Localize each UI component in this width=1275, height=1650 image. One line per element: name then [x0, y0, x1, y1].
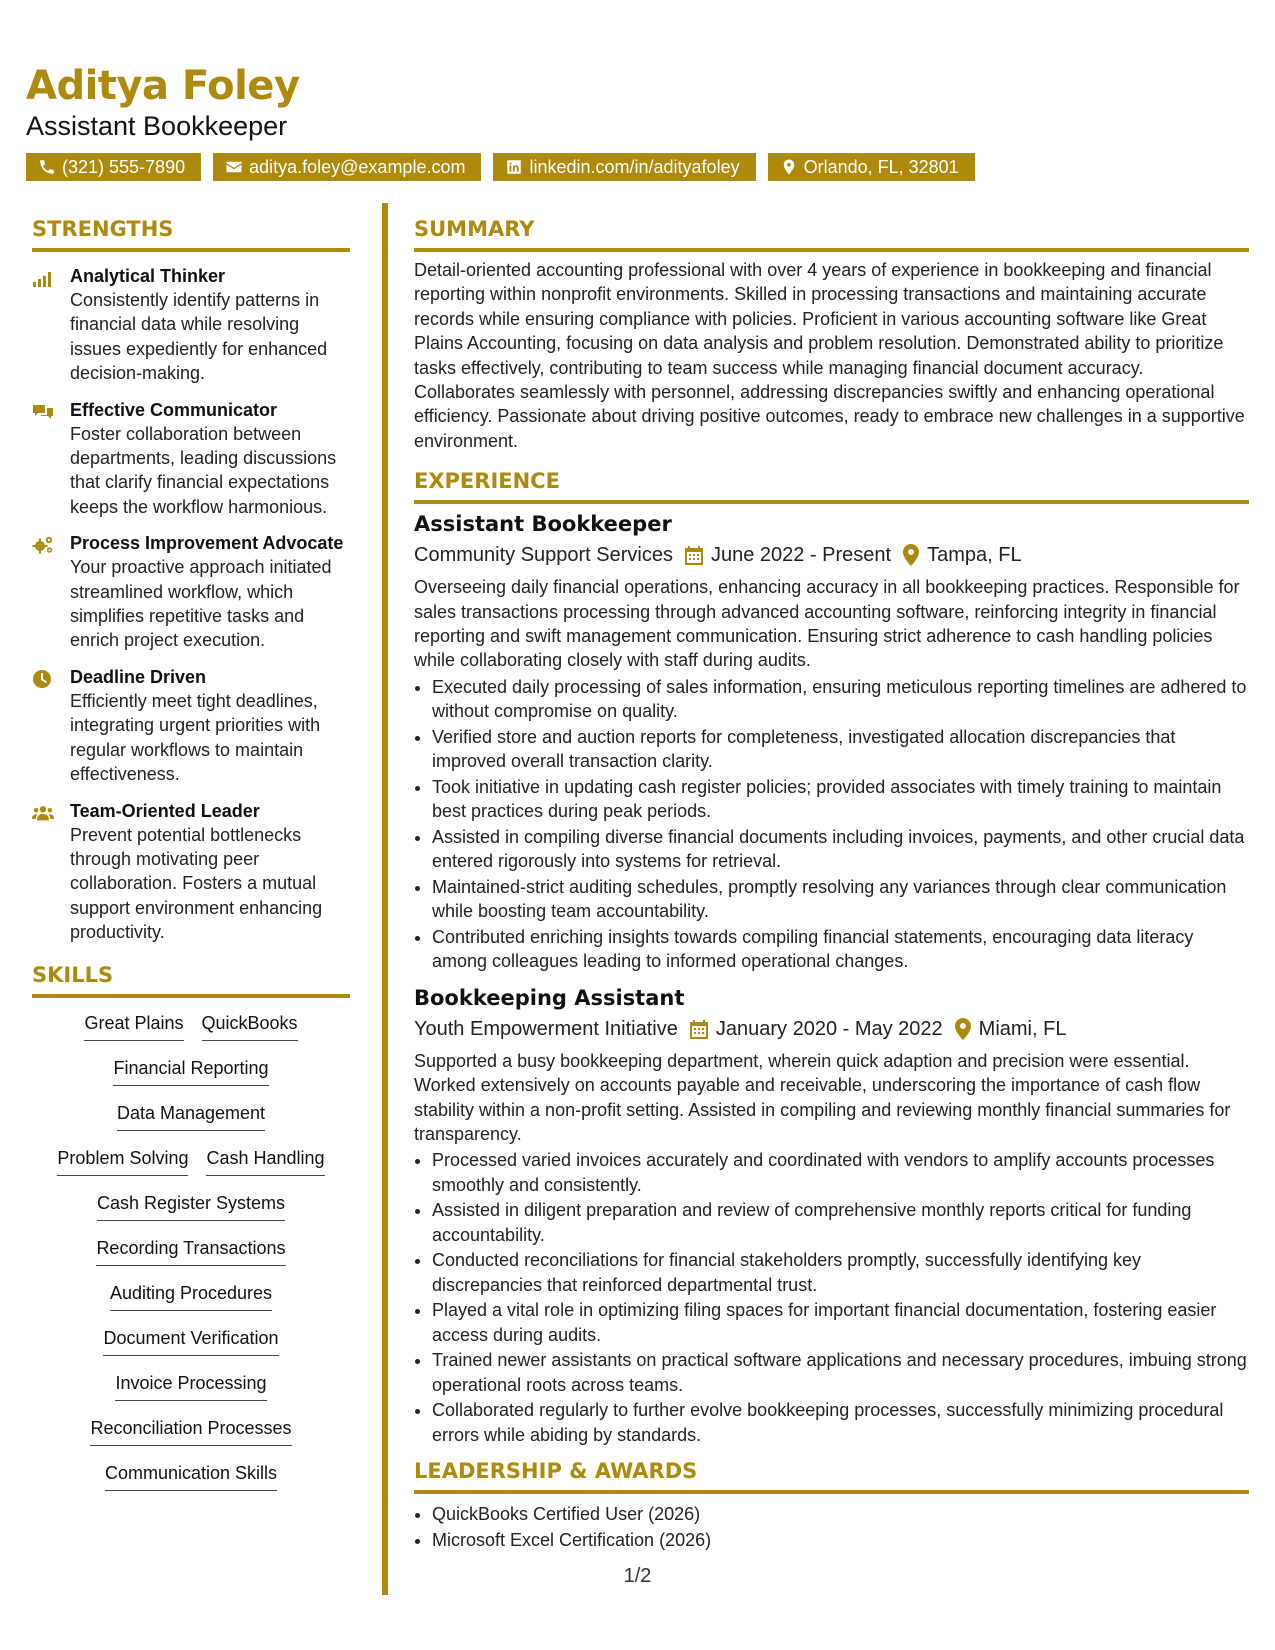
linkedin-icon	[505, 158, 523, 176]
award-item: • Microsoft Excel Certification (2026)	[432, 1528, 1249, 1552]
skill-tag: Document Verification	[103, 1325, 278, 1356]
job-bullet: • Assisted in diligent preparation and review of comprehensive monthly reports critical for funding accountability.	[432, 1198, 1249, 1247]
skill-tag: Communication Skills	[105, 1460, 277, 1491]
job-bullet: • Conducted reconciliations for financial stakeholders promptly, successfully identifying key discrepancies that reinforced departmental trust.	[432, 1248, 1249, 1297]
skills-list	[32, 1010, 350, 1505]
job-entry	[414, 984, 1249, 1447]
contact-email[interactable]	[213, 153, 481, 181]
location-pin-icon	[903, 544, 919, 566]
strength-description: Foster collaboration between departments, leading discussions that clarify financial expectations keeps the workflow harmonious.	[70, 423, 337, 517]
contact-location	[768, 153, 975, 181]
job-bullet: • Processed varied invoices accurately and coordinated with vendors to amplify accounts processes smoothly and consistently.	[432, 1148, 1249, 1197]
strength-item	[32, 665, 350, 787]
summary-text: Detail-oriented accounting professional with over 4 years of experience in bookkeeping and financial reporting within nonprofit environments. Skilled in processing transactions and maintaining accurate records while ensuring compliance with policies. Proficient in various accounting software like Great Plains Accounting, focusing on data analysis and problem resolution. Demonstrated ability to prioritize tasks effectively, contributing to team success while managing financial document accuracy. Collaborates seamlessly with personnel, addressing discrepancies swiftly and enhancing operational efficiency. Passionate about driving positive outcomes, ready to embrace new challenges in a supportive environment.	[414, 260, 1245, 451]
job-bullet: • Assisted in compiling diverse financial documents including invoices, payments, and other crucial data entered rigorously into systems for retrieval.	[432, 825, 1249, 874]
skill-tag: Reconciliation Processes	[90, 1415, 291, 1446]
column-divider	[382, 203, 388, 1595]
job-bullet: • Trained newer assistants on practical software applications and necessary procedures, imbuing strong operational roots across teams.	[432, 1348, 1249, 1397]
candidate-name: Aditya Foley	[26, 63, 300, 109]
skill-tag: Auditing Procedures	[110, 1280, 272, 1311]
skills-heading: SKILLS	[32, 961, 350, 998]
strength-description: Your proactive approach initiated streamlined workflow, which simplifies repetitive tasks and enrich project execution.	[70, 557, 332, 651]
job-location: Miami, FL	[978, 1017, 1067, 1040]
strength-item	[32, 264, 350, 386]
job-bullet: • Played a vital role in optimizing filing spaces for important financial documentation, fostering easier access during audits.	[432, 1298, 1249, 1347]
summary-heading: SUMMARY	[414, 215, 1249, 252]
job-title: Bookkeeping Assistant	[414, 985, 685, 1010]
job-description: Supported a busy bookkeeping department, wherein quick adaption and precision were essential. Worked extensively on accounts payable and receivable, underscoring the importance of cash flow stability within a non-profit setting. Assisted in compiling and reviewing monthly financial summaries for transparency.	[414, 1050, 1231, 1144]
strength-description: Efficiently meet tight deadlines, integrating urgent priorities with regular workflows to maintain effectiveness.	[70, 690, 321, 785]
strength-item	[32, 531, 350, 653]
location-pin-icon	[780, 158, 798, 176]
job-bullet: • Maintained-strict auditing schedules, promptly resolving any variances through clear communication while boosting team accountability.	[432, 875, 1249, 924]
skill-tag: Recording Transactions	[96, 1235, 285, 1266]
strength-description: Prevent potential bottlenecks through motivating peer collaboration. Fosters a mutual support environment enhancing productivity.	[70, 824, 323, 943]
job-bullets	[414, 675, 1249, 974]
award-item: • QuickBooks Certified User (2026)	[432, 1502, 1249, 1526]
signal-bars-icon	[32, 268, 54, 288]
contact-phone[interactable]	[26, 153, 201, 181]
resume-header	[26, 62, 300, 142]
left-column	[32, 215, 350, 1505]
users-icon	[32, 803, 54, 823]
skill-tag: Great Plains	[84, 1010, 183, 1041]
job-entry	[414, 510, 1249, 973]
contact-linkedin-text: linkedin.com/in/adityafoley	[529, 157, 740, 177]
awards-list	[414, 1502, 1249, 1552]
envelope-icon	[225, 158, 243, 176]
strength-title: Analytical Thinker	[70, 266, 226, 286]
job-meta	[414, 1015, 1249, 1043]
candidate-title: Assistant Bookkeeper	[26, 111, 288, 141]
job-bullets	[414, 1148, 1249, 1447]
job-description: Overseeing daily financial operations, enhancing accuracy in all bookkeeping practices. Responsible for sales transactions processing through advanced accounting software, reinforcing integrity in financial reporting and swift management communication. Ensuring strict adherence to cash handling policies while collaborating closely with staff during audits.	[414, 577, 1240, 671]
clock-icon	[32, 669, 54, 689]
strength-item	[32, 398, 350, 520]
job-title: Assistant Bookkeeper	[414, 512, 672, 537]
skill-tag: Data Management	[117, 1100, 265, 1131]
job-dates: June 2022 - Present	[710, 544, 892, 567]
job-bullet: • Verified store and auction reports for completeness, investigated allocation discrepancies that improved overall transaction clarity.	[432, 725, 1249, 774]
skill-tag: Financial Reporting	[113, 1055, 268, 1086]
job-company: Community Support Services	[414, 544, 673, 567]
contact-email-text: aditya.foley@example.com	[249, 157, 466, 177]
location-pin-icon	[955, 1018, 971, 1040]
job-bullet: • Contributed enriching insights towards compiling financial statements, encouraging data literacy among colleagues leading to informed operational changes.	[432, 925, 1249, 974]
calendar-icon	[685, 545, 703, 565]
awards-heading: LEADERSHIP & AWARDS	[414, 1457, 1249, 1494]
skill-tag: Problem Solving	[57, 1145, 188, 1176]
phone-icon	[38, 158, 56, 176]
contact-linkedin[interactable]	[493, 153, 755, 181]
contact-bar	[26, 153, 975, 181]
skill-tag: Cash Handling	[206, 1145, 324, 1176]
calendar-icon	[690, 1019, 708, 1039]
strength-item	[32, 799, 350, 945]
page-number: 1/2	[623, 1565, 652, 1587]
job-location: Tampa, FL	[927, 544, 1022, 567]
strengths-list	[32, 264, 350, 945]
chat-bubbles-icon	[32, 402, 54, 422]
strength-title: Process Improvement Advocate	[70, 533, 344, 554]
job-dates: January 2020 - May 2022	[715, 1017, 943, 1040]
experience-heading: EXPERIENCE	[414, 467, 1249, 504]
contact-location-text: Orlando, FL, 32801	[803, 157, 959, 177]
skill-tag: Invoice Processing	[115, 1370, 266, 1401]
strength-title: Deadline Driven	[70, 666, 207, 687]
strengths-heading: STRENGTHS	[32, 215, 350, 252]
job-company: Youth Empowerment Initiative	[414, 1017, 678, 1040]
contact-phone-text: (321) 555-7890	[62, 157, 186, 177]
gears-icon	[32, 535, 54, 555]
skill-tag: QuickBooks	[202, 1010, 298, 1041]
job-bullet: • Executed daily processing of sales information, ensuring meticulous reporting timelines are adhered to without compromise on quality.	[432, 675, 1249, 724]
job-bullet: • Collaborated regularly to further evolve bookkeeping processes, successfully minimizing procedural errors while abiding by standards.	[432, 1398, 1249, 1447]
strength-description: Consistently identify patterns in financial data while resolving issues expediently for enhanced decision-making.	[70, 290, 328, 384]
strength-title: Effective Communicator	[70, 399, 278, 420]
skill-tag: Cash Register Systems	[97, 1190, 285, 1221]
job-bullet: • Took initiative in updating cash register policies; provided associates with timely training to maintain best practices during peak periods.	[432, 775, 1249, 824]
strength-title: Team-Oriented Leader	[70, 800, 260, 821]
right-column	[414, 215, 1249, 1553]
job-meta	[414, 541, 1249, 569]
